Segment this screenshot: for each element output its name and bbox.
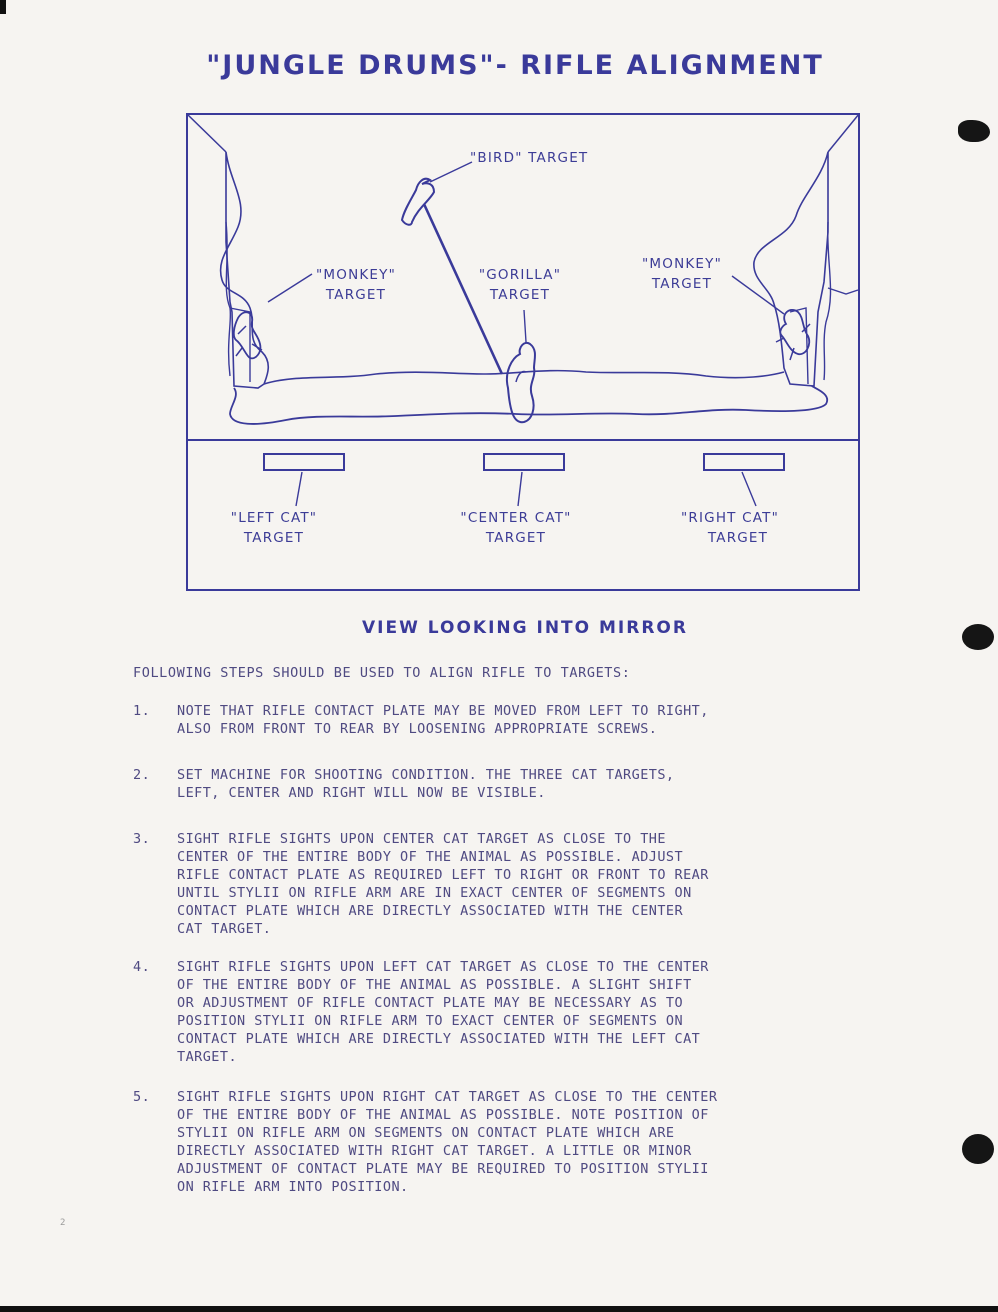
step-text: SIGHT RIFLE SIGHTS UPON LEFT CAT TARGET AS CLOSE TO THE CENTER OF THE ENTIRE BODY OF THE ANIMAL AS POSSIBLE. A SLIGHT SHIFT OR ADJUSTMENT OF RIFLE CONTACT PLATE MAY BE NECESSARY AS TO POSITION STYLII ON RIFLE ARM TO EXACT CENTER OF SEGMENTS ON CONTACT PLATE WHICH ARE DIRECTLY ASSOCIATED WITH THE LEFT CAT TARGET.: [177, 959, 709, 1065]
mirror-view-diagram: [186, 112, 862, 592]
instructions-intro: FOLLOWING STEPS SHOULD BE USED TO ALIGN RIFLE TO TARGETS:: [133, 665, 631, 681]
gorilla-target: [507, 343, 535, 422]
step-number: 1.: [133, 703, 151, 719]
left-foliage: [221, 152, 269, 388]
step-text: NOTE THAT RIFLE CONTACT PLATE MAY BE MOVED FROM LEFT TO RIGHT, ALSO FROM FRONT TO REAR BY LOOSENING APPROPRIATE SCREWS.: [177, 703, 709, 737]
page-bottom-edge: [0, 1306, 998, 1312]
right-monkey-label-2: TARGET: [651, 276, 713, 292]
bird-target-label: "BIRD" TARGET: [470, 150, 589, 166]
binder-hole-top: [958, 120, 990, 142]
left-monkey-label: "MONKEY": [315, 267, 397, 283]
page-number: 2: [60, 1218, 66, 1228]
binder-hole-bottom: [962, 1134, 994, 1164]
page-edge-mark: [0, 0, 6, 14]
gorilla-label-2: TARGET: [489, 287, 551, 303]
step-number: 4.: [133, 959, 151, 975]
step-text: SIGHT RIFLE SIGHTS UPON CENTER CAT TARGET AS CLOSE TO THE CENTER OF THE ENTIRE BODY OF THE ANIMAL AS POSSIBLE. ADJUST RIFLE CONTACT PLATE AS REQUIRED LEFT TO RIGHT OR FRONT TO REAR UNTIL STYLII ON RIFLE ARM ARE IN EXACT CENTER OF SEGMENTS ON CONTACT PLATE WHICH ARE DIRECTLY ASSOCIATED WITH THE CENTER CAT TARGET.: [177, 831, 709, 937]
left-cat-target: [264, 454, 344, 470]
alignment-steps: [133, 702, 923, 1196]
step-item: [133, 830, 923, 938]
left-cat-label-2: TARGET: [243, 530, 305, 546]
step-number: 5.: [133, 1089, 151, 1105]
step-text: SET MACHINE FOR SHOOTING CONDITION. THE THREE CAT TARGETS, LEFT, CENTER AND RIGHT WILL NOW BE VISIBLE.: [177, 767, 675, 801]
step-item: [133, 958, 923, 1066]
right-monkey-label: "MONKEY": [641, 256, 723, 272]
page-title: "JUNGLE DRUMS"- RIFLE ALIGNMENT: [206, 50, 824, 81]
center-cat-label-2: TARGET: [485, 530, 547, 546]
center-cat-label: "CENTER CAT": [460, 510, 572, 526]
right-foliage: [754, 152, 828, 386]
left-monkey-target: [234, 312, 261, 358]
center-cat-target: [484, 454, 564, 470]
step-item: [133, 1088, 923, 1196]
step-item: [133, 702, 923, 738]
step-item: [133, 766, 923, 802]
right-cat-label: "RIGHT CAT": [681, 510, 779, 526]
left-monkey-label-2: TARGET: [325, 287, 387, 303]
step-number: 3.: [133, 831, 151, 847]
step-number: 2.: [133, 767, 151, 783]
right-monkey-target: [780, 310, 809, 354]
step-text: SIGHT RIFLE SIGHTS UPON RIGHT CAT TARGET AS CLOSE TO THE CENTER OF THE ENTIRE BODY OF THE ANIMAL AS POSSIBLE. NOTE POSITION OF STYLII ON RIFLE ARM ON SEGMENTS ON CONTACT PLATE WHICH ARE DIRECTLY ASSOCIATED WITH RIGHT CAT TARGET. A LITTLE OR MINOR ADJUSTMENT OF CONTACT PLATE MAY BE REQUIRED TO POSITION STYLII ON RIFLE ARM INTO POSITION.: [177, 1089, 718, 1195]
right-cat-target: [704, 454, 784, 470]
diagram-caption: VIEW LOOKING INTO MIRROR: [362, 618, 688, 638]
gorilla-label: "GORILLA": [478, 267, 562, 283]
left-cat-label: "LEFT CAT": [230, 510, 318, 526]
right-cat-label-2: TARGET: [707, 530, 769, 546]
